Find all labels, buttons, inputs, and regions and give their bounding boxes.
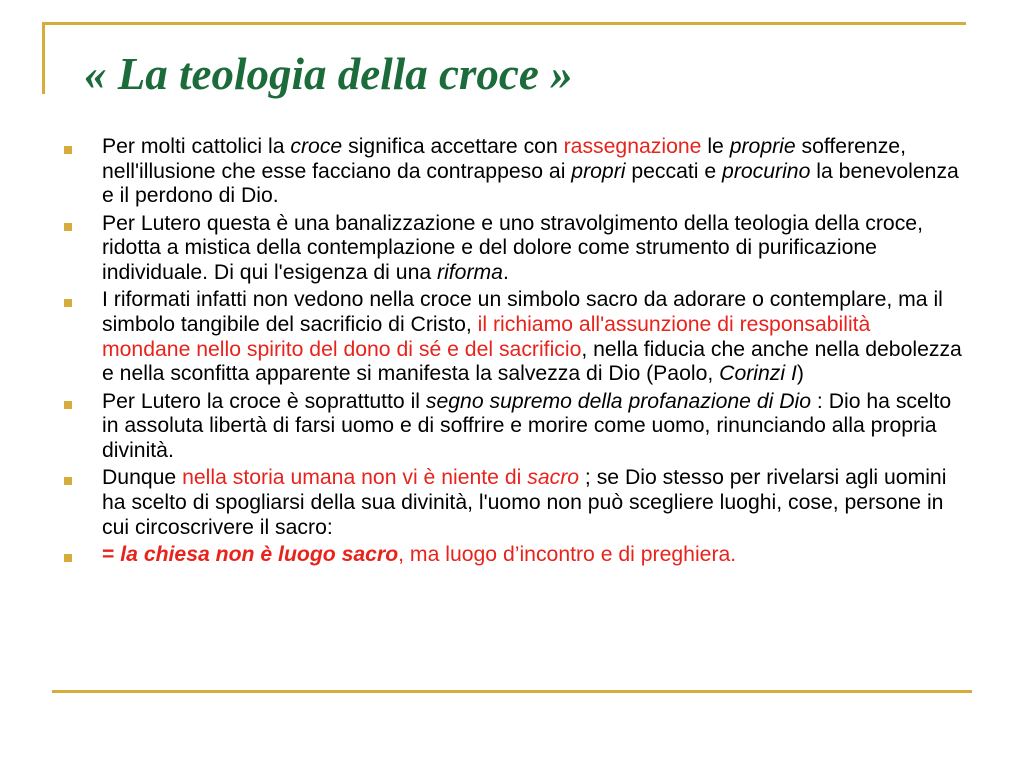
bullet-item-3 bbox=[62, 288, 962, 387]
bullet-1-text-2: croce bbox=[290, 135, 343, 158]
bullet-6-equals: = bbox=[102, 542, 121, 566]
bullet-1-highlight-rassegnazione: rassegnazione bbox=[563, 135, 702, 158]
square-bullet-icon bbox=[64, 223, 72, 231]
bullet-1-text-11: la benevolenza e il perdono di Dio. bbox=[102, 159, 959, 208]
bullet-1-text-5: le bbox=[701, 135, 730, 158]
bullet-item-5 bbox=[62, 466, 962, 540]
bullet-1-text-9: peccati e bbox=[625, 159, 723, 183]
bullet-5-highlight-sacro: sacro bbox=[527, 466, 580, 490]
bullet-4-text-2: segno supremo della profanazione di Dio bbox=[425, 389, 812, 413]
bullet-2-text-1: Per Lutero questa è una banalizzazione e uno stravolgimento della teologia della croce, ridotta a mistica della contemplazione e del dolore come strumento di purificazione individuale. Di qui l'esigenza di una bbox=[102, 211, 923, 285]
bullet-3-text-4: Corinzi I bbox=[719, 362, 797, 386]
square-bullet-icon bbox=[64, 299, 72, 307]
bullet-6-text-3: , ma luogo d’incontro e di preghiera. bbox=[398, 542, 737, 566]
bullet-5-highlight-storia: nella storia umana non vi è niente di bbox=[182, 466, 528, 490]
bullet-3-highlight-richiamo: il richiamo all'assunzione di responsabilità mondane nello spirito del dono di sé e del sacrificio bbox=[102, 312, 871, 361]
bullet-item-6 bbox=[62, 543, 962, 568]
bullet-1-text-10: procurino bbox=[722, 159, 811, 183]
slide-title: « La teologia della croce » bbox=[84, 49, 573, 99]
square-bullet-icon bbox=[64, 146, 72, 154]
frame-bottom-line bbox=[52, 690, 972, 693]
bullet-1-text-1: Per molti cattolici la bbox=[102, 135, 291, 158]
square-bullet-icon bbox=[64, 477, 72, 485]
bullet-item-2 bbox=[62, 212, 962, 286]
bullet-item-1 bbox=[62, 135, 962, 209]
bullet-2-text-3: . bbox=[502, 261, 509, 285]
bullet-1-text-6: proprie bbox=[729, 135, 796, 158]
square-bullet-icon bbox=[64, 554, 72, 562]
bullet-1-text-7: sofferenze, nell'illusione che esse facciano da contrappeso ai bbox=[102, 135, 906, 183]
bullet-item-4 bbox=[62, 390, 962, 464]
bullet-2-text-2: riforma bbox=[437, 261, 503, 285]
bullet-3-text-1: I riformati infatti non vedono nella croce un simbolo sacro da adorare o contemplare, ma il simbolo tangibile del sacrificio di Cristo, bbox=[102, 288, 943, 336]
square-bullet-icon bbox=[64, 401, 72, 409]
bullet-3-text-5: ) bbox=[796, 362, 804, 386]
bullet-5-text-4: ; se Dio stesso per rivelarsi agli uomini ha scelto di spogliarsi della sua divinità, l'uomo non può scegliere luoghi, cose, persone in cui circoscrivere il sacro: bbox=[102, 466, 947, 539]
bullet-list bbox=[62, 135, 962, 570]
bullet-6-highlight-chiesa: la chiesa non è luogo sacro bbox=[120, 542, 399, 566]
frame-top-line bbox=[42, 22, 966, 25]
bullet-5-text-1: Dunque bbox=[102, 466, 183, 490]
bullet-1-text-3: significa accettare con bbox=[342, 135, 564, 158]
bullet-3-text-3: , nella fiducia che anche nella debolezza e nella sconfitta apparente si manifesta la salvezza di Dio (Paolo, bbox=[102, 337, 962, 386]
bullet-4-text-1: Per Lutero la croce è soprattutto il bbox=[102, 389, 426, 413]
frame-left-line bbox=[42, 22, 45, 94]
bullet-4-text-3: : Dio ha scelto in assoluta libertà di farsi uomo e di soffrire e morire come uomo, rinunciando alla propria divinità. bbox=[102, 389, 952, 462]
bullet-1-text-8: propri bbox=[571, 159, 626, 183]
